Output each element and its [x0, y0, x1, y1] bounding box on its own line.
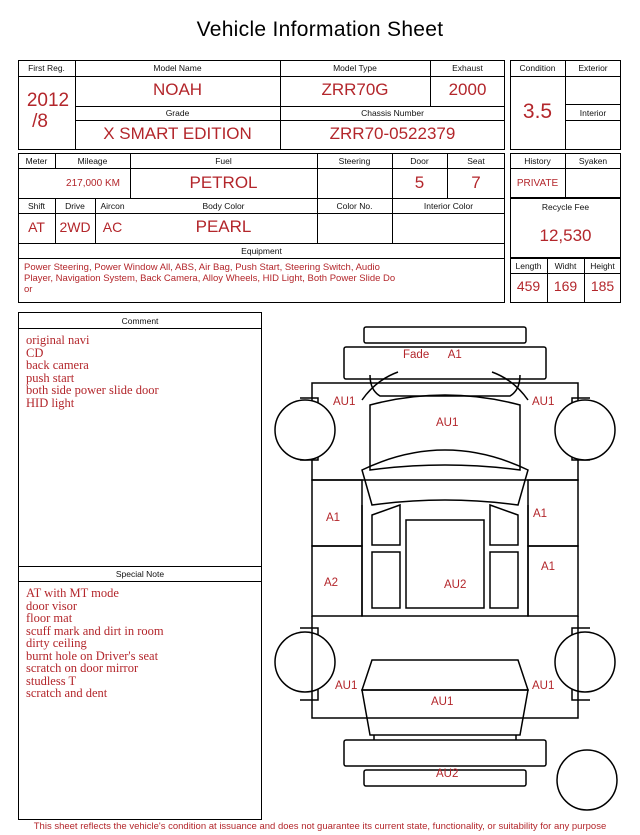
list-item: both side power slide door [26, 383, 159, 397]
drive-value: 2WD [59, 219, 91, 235]
model-type-value: ZRR70G [321, 80, 389, 99]
right-rear-door [528, 546, 578, 616]
list-item: scuff mark and dirt in room [26, 623, 164, 638]
grade-label: Grade [165, 108, 190, 118]
seat-label: Seat [467, 156, 485, 166]
mark-front-bumper: Fade A1 [403, 349, 462, 361]
front-bumper-top [364, 327, 526, 343]
comment-label: Comment [121, 316, 159, 326]
mark-rear-bumper: AU2 [436, 768, 459, 780]
special-note-label: Special Note [115, 569, 165, 579]
mark-roof: AU2 [444, 579, 467, 591]
recycle-fee-label: Recycle Fee [541, 202, 590, 212]
model-name-value: NOAH [152, 80, 203, 99]
syaken-label: Syaken [578, 156, 608, 166]
model-type-label: Model Type [333, 63, 377, 73]
list-item: scratch on door mirror [26, 661, 139, 675]
list-item: CD [26, 345, 44, 360]
equipment-label: Equipment [241, 246, 282, 256]
roof [406, 520, 484, 608]
height-value: 185 [590, 278, 615, 294]
aircon-label: Aircon [100, 201, 125, 211]
list-item: back camera [26, 358, 89, 372]
list-item: studless T [26, 673, 77, 688]
mark-hood: AU1 [436, 417, 459, 429]
exhaust-label: Exhaust [452, 63, 483, 73]
mark-left-front-door: A1 [326, 512, 341, 524]
chassis-label: Chassis Number [361, 108, 424, 118]
drive-label: Drive [65, 201, 85, 211]
first-reg-label: First Reg. [28, 63, 65, 73]
rear-bumper [344, 740, 546, 766]
body-color-label: Body Color [202, 201, 245, 211]
list-item: scratch and dent [26, 686, 108, 700]
shift-label: Shift [27, 201, 45, 211]
history-value: PRIVATE [516, 178, 559, 189]
width-value: 169 [553, 278, 578, 294]
interior-color-label: Interior Color [423, 201, 474, 211]
equipment-line: Power Steering, Power Window All, ABS, Air Bag, Push Start, Steering Switch, Audio [24, 262, 380, 273]
list-item: door visor [26, 598, 78, 613]
list-item: original navi [26, 333, 90, 347]
left-rear-wheel [275, 632, 335, 692]
right-seat [490, 552, 518, 608]
mark-tailgate: AU1 [431, 696, 454, 708]
history-label: History [524, 156, 551, 166]
equipment-line: Player, Navigation System, Back Camera, Alloy Wheels, HID Light, Both Power Slide Do [24, 273, 396, 284]
list-item: burnt hole on Driver's seat [26, 648, 159, 663]
list-item: HID light [26, 395, 75, 410]
seat-value: 7 [471, 173, 481, 192]
mileage-value: 217,000 KM [66, 178, 120, 189]
recycle-fee-value: 12,530 [539, 226, 592, 245]
width-label: Widht [554, 261, 577, 271]
length-label: Length [515, 261, 542, 271]
page-title: Vehicle Information Sheet [196, 18, 444, 41]
right-front-wheel [555, 400, 615, 460]
mark-right-front-door: A1 [533, 508, 548, 520]
list-item: AT with MT mode [26, 586, 119, 600]
list-item: dirty ceiling [26, 636, 87, 650]
interior-label: Interior [579, 108, 607, 118]
rear-window [362, 660, 528, 690]
mark-right-rear-door: A1 [541, 561, 556, 573]
steering-label: Steering [338, 156, 371, 166]
exhaust-value: 2000 [448, 80, 487, 99]
chassis-value: ZRR70-0522379 [329, 124, 456, 143]
first-reg-year: 2012 [26, 90, 70, 111]
mileage-label: Mileage [77, 156, 108, 166]
fuel-value: PETROL [189, 173, 258, 192]
left-seat [372, 552, 400, 608]
model-name-label: Model Name [153, 63, 202, 73]
aircon-value: AC [102, 219, 123, 235]
door-label: Door [410, 156, 429, 166]
mark-right-rear-wheel: AU1 [532, 680, 555, 692]
left-front-wheel [275, 400, 335, 460]
meter-label: Meter [25, 156, 48, 166]
mark-left-rear-door: A2 [324, 577, 339, 589]
mark-left-rear-wheel: AU1 [335, 680, 358, 692]
disclaimer-footer: This sheet reflects the vehicle's condition at issuance and does not guarantee its current state, functionality, or suitability for any purpose [33, 821, 607, 832]
equipment-line: or [24, 284, 33, 295]
mark-right-front-wheel: AU1 [532, 396, 555, 408]
list-item: floor mat [26, 611, 73, 625]
shift-value: AT [28, 219, 45, 235]
spare-tire [557, 750, 617, 810]
grade-value: X SMART EDITION [103, 124, 252, 143]
list-item: push start [26, 370, 75, 385]
exterior-label: Exterior [578, 63, 608, 73]
first-reg-month: /8 [32, 111, 48, 132]
windshield [362, 450, 528, 505]
condition-score: 3.5 [522, 100, 553, 123]
height-label: Height [590, 261, 615, 271]
length-value: 459 [516, 278, 541, 294]
color-no-label: Color No. [336, 201, 373, 211]
mark-left-front-wheel: AU1 [333, 396, 356, 408]
door-value: 5 [414, 173, 425, 192]
right-rear-wheel [555, 632, 615, 692]
body-color-value: PEARL [195, 217, 252, 236]
fuel-label: Fuel [215, 156, 232, 166]
condition-label: Condition [519, 63, 556, 73]
